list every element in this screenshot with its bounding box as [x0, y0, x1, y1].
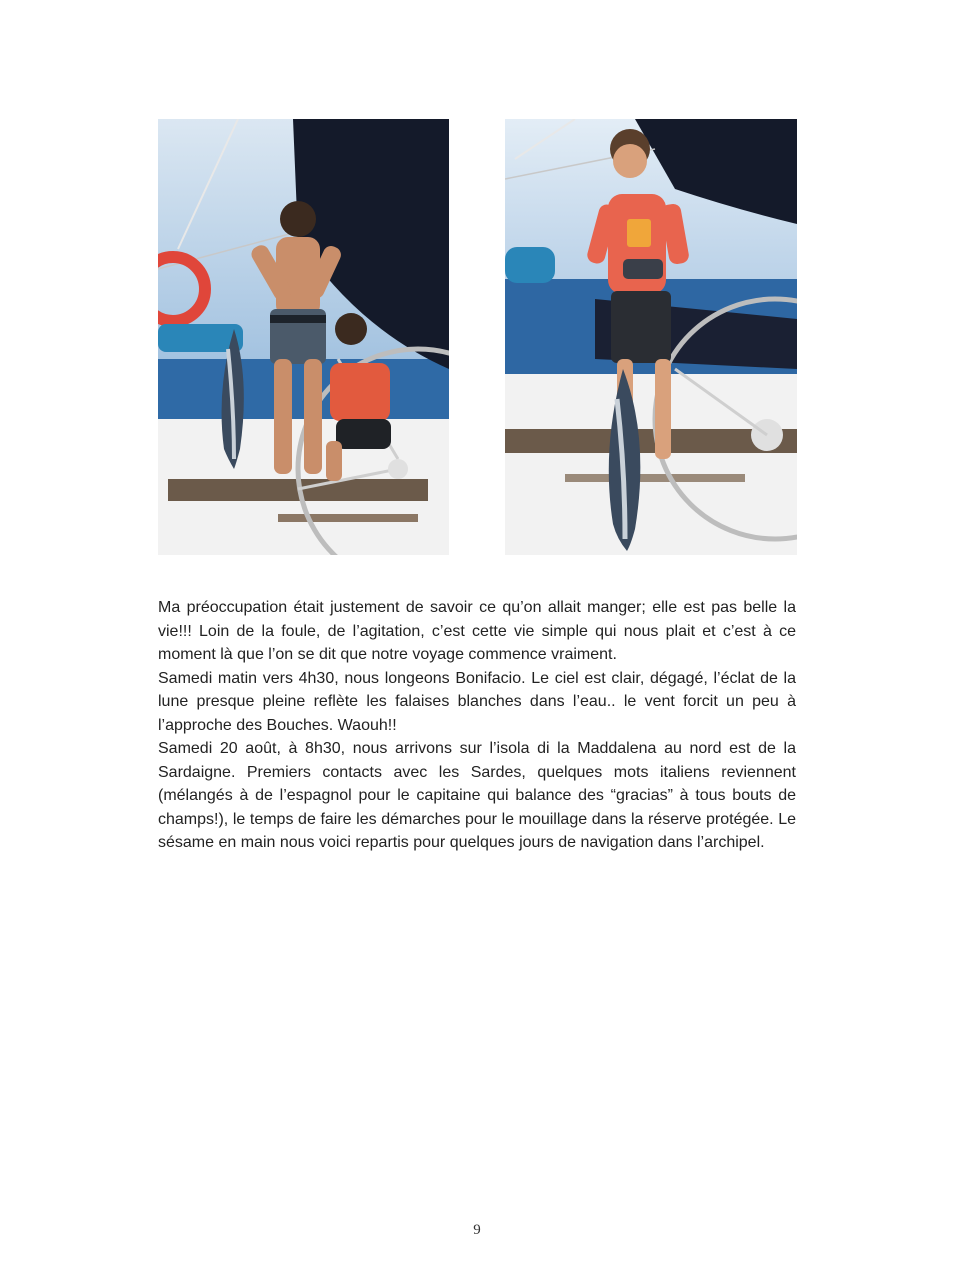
photo-left [158, 119, 449, 555]
page-number: 9 [473, 1222, 481, 1238]
body-text [158, 596, 796, 855]
paragraph-1: Ma préoccupation était justement de savoir ce qu’on allait manger; elle est pas belle la vie!!! Loin de la foule, de l’agitation, c’est cette vie simple qui nous plait et c’est à ce moment là que l’on se dit que notre voyage commence vraiment. [158, 599, 796, 663]
paragraph-2: Samedi matin vers 4h30, nous longeons Bonifacio. Le ciel est clair, dégagé, l’éclat de la lune presque pleine reflète les falaises blanches dans l’eau.. le vent forcit un peu à l’approche des Bouches. Waouh!! [158, 669, 796, 734]
paragraph-3: Samedi 20 août, à 8h30, nous arrivons sur l’isola di la Maddalena au nord est de la Sardaigne. Premiers contacts avec les Sardes, quelques mots italiens reviennent (mélangés à de l’espagnol pour le capitaine qui balance des “gracias” à tous bouts de champs!), le temps de faire les démarches pour le mouillage dans la réserve protégée. Le sésame en main nous voici repartis pour quelques jours de navigation dans l’archipel. [158, 740, 796, 851]
photo-right [505, 119, 797, 555]
